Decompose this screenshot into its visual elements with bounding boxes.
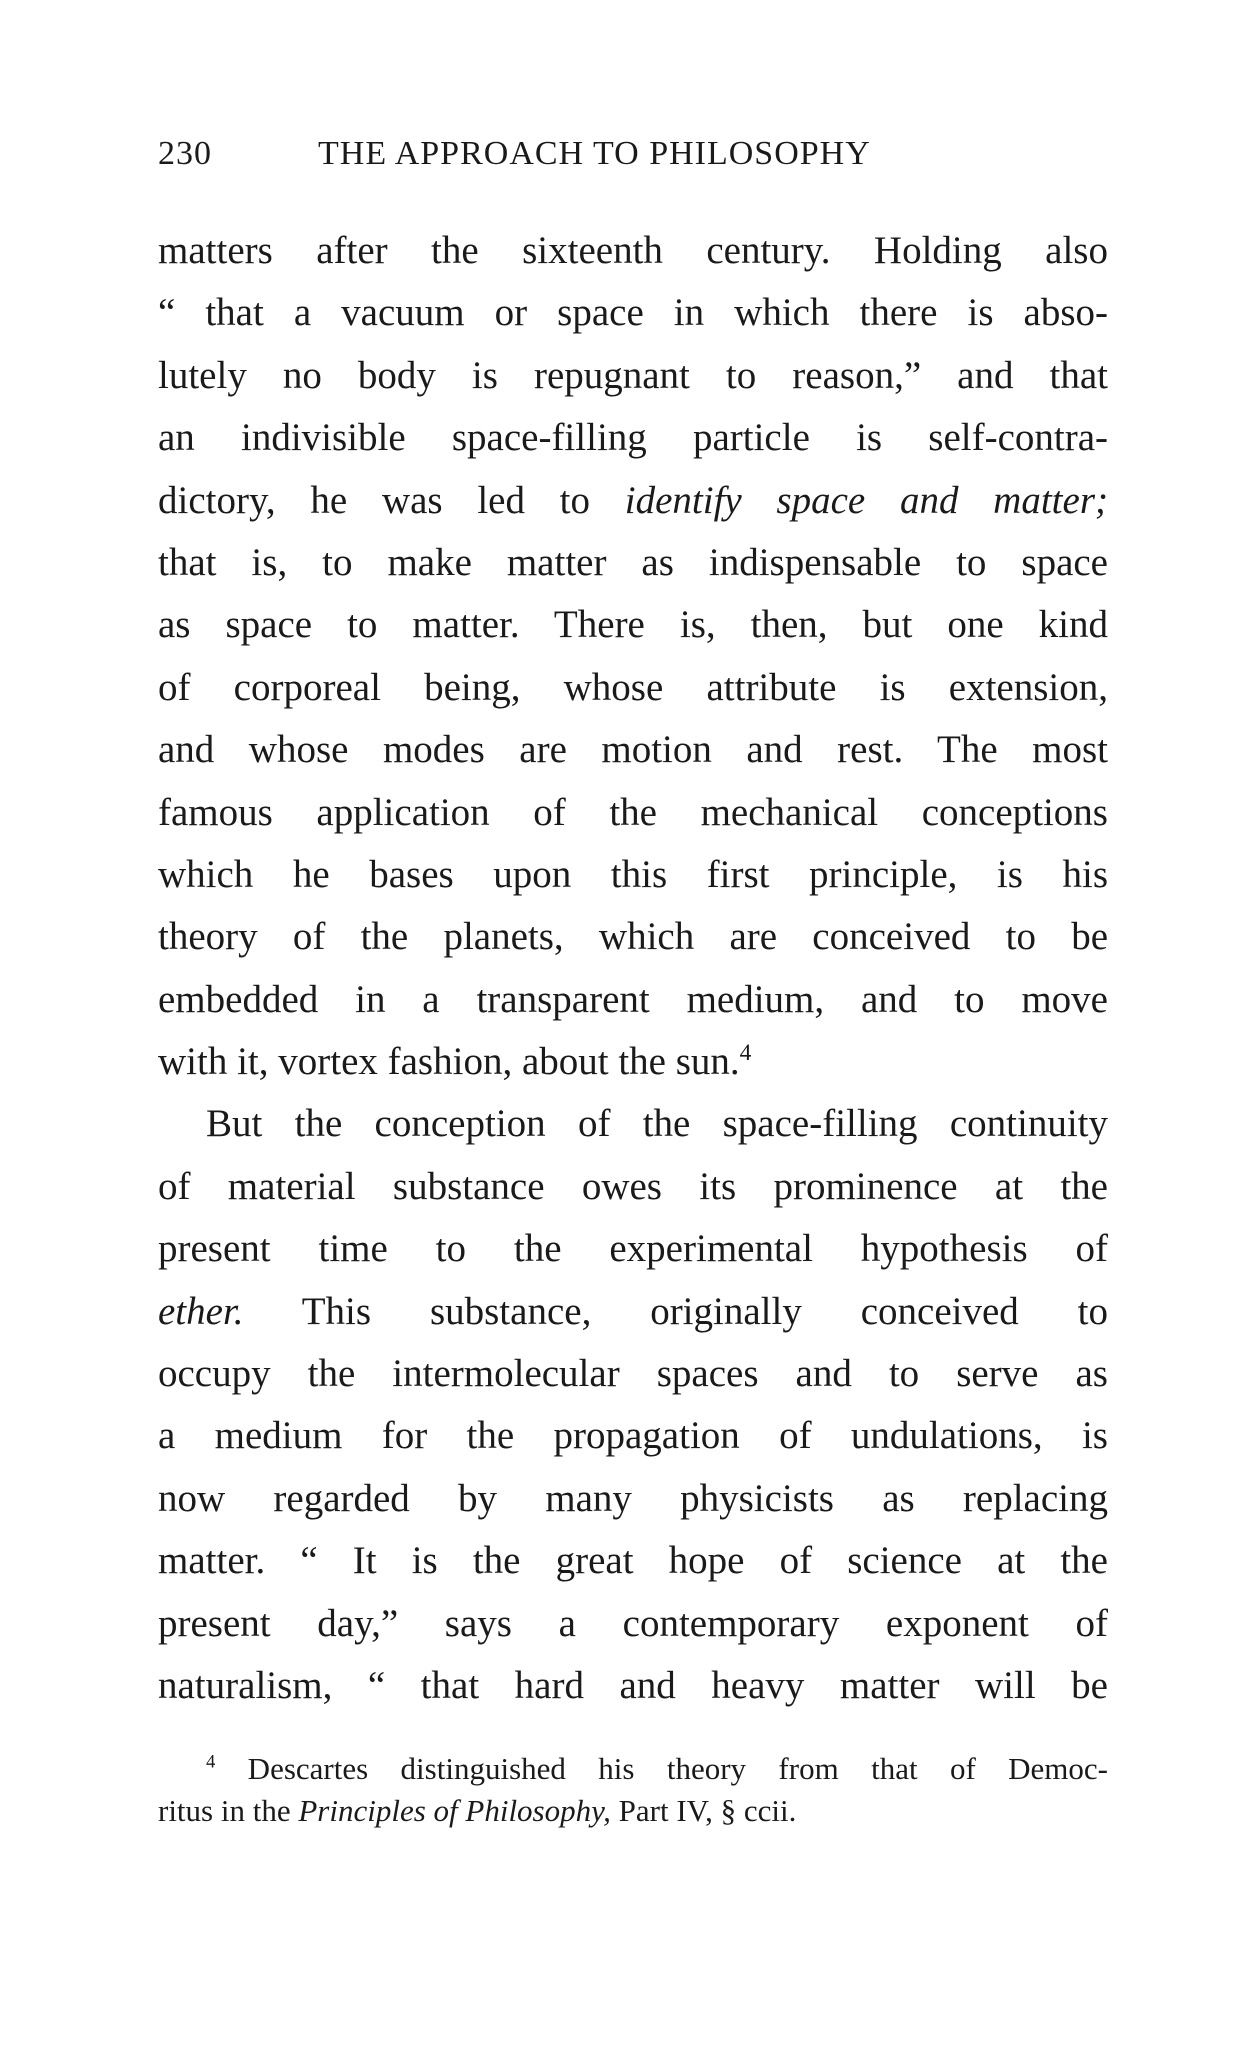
- footnote-text: Descartes distinguished his theory from that of Democ-: [215, 1751, 1108, 1786]
- text-line: now regarded by many physicists as replacing: [158, 1476, 1108, 1520]
- footnote-line: [158, 1790, 1108, 1832]
- text-line: lutely no body is repugnant to reason,” and that: [158, 353, 1108, 397]
- text-line: present day,” says a contemporary exponent of: [158, 1601, 1108, 1645]
- text-line: “ that a vacuum or space in which there is abso-: [158, 291, 1108, 335]
- text-line: of material substance owes its prominence at the: [158, 1164, 1108, 1208]
- text-line: [158, 470, 1108, 532]
- footnote-reference[interactable]: 4: [739, 1040, 752, 1067]
- text-line: present time to the experimental hypothesis of: [158, 1227, 1108, 1271]
- footnote-line: [158, 1748, 1108, 1790]
- text-line: of corporeal being, whose attribute is extension,: [158, 665, 1108, 709]
- footnote-text: ritus in the: [158, 1793, 299, 1828]
- text-line: famous application of the mechanical conceptions: [158, 790, 1108, 834]
- footnotes: [158, 1748, 1108, 1832]
- footnote-marker: 4: [206, 1751, 216, 1773]
- text-line: theory of the planets, which are conceived to be: [158, 915, 1108, 959]
- footnote-title: Principles of Philosophy,: [298, 1793, 611, 1828]
- text-line-content: with it, vortex fashion, about the sun.: [158, 1040, 740, 1084]
- text-line-prefix: dictory, he was led to: [158, 478, 625, 522]
- text-line: But the conception of the space-filling continuity: [206, 1102, 1108, 1146]
- running-head: THE APPROACH TO PHILOSOPHY: [318, 135, 871, 172]
- text-line: naturalism, “ that hard and heavy matter will be: [158, 1663, 1108, 1707]
- text-line: that is, to make matter as indispensable to space: [158, 540, 1108, 584]
- body-text: [158, 220, 1108, 1717]
- text-line: a medium for the propagation of undulations, is: [158, 1414, 1108, 1458]
- page-header: [158, 135, 1108, 175]
- text-line-rest: This substance, originally conceived to: [243, 1289, 1108, 1333]
- text-line: embedded in a transparent medium, and to move: [158, 977, 1108, 1021]
- text-line: [158, 1031, 1108, 1093]
- emphasis-identify-space-and-matter: identify space and matter;: [624, 478, 1108, 522]
- text-line: matters after the sixteenth century. Holding also: [158, 229, 1108, 272]
- text-line: which he bases upon this first principle, is his: [158, 852, 1108, 896]
- text-line: and whose modes are motion and rest. The most: [158, 728, 1108, 772]
- page-number: 230: [158, 135, 212, 172]
- text-line: matter. “ It is the great hope of science at the: [158, 1539, 1108, 1583]
- emphasis-ether: ether.: [158, 1289, 244, 1333]
- footnote-text: Part IV, § ccii.: [610, 1793, 797, 1828]
- text-line: occupy the intermolecular spaces and to serve as: [158, 1352, 1108, 1396]
- text-line: as space to matter. There is, then, but one kind: [158, 603, 1108, 647]
- text-line: an indivisible space-filling particle is self-contra-: [158, 416, 1108, 460]
- text-line: [158, 1281, 1108, 1343]
